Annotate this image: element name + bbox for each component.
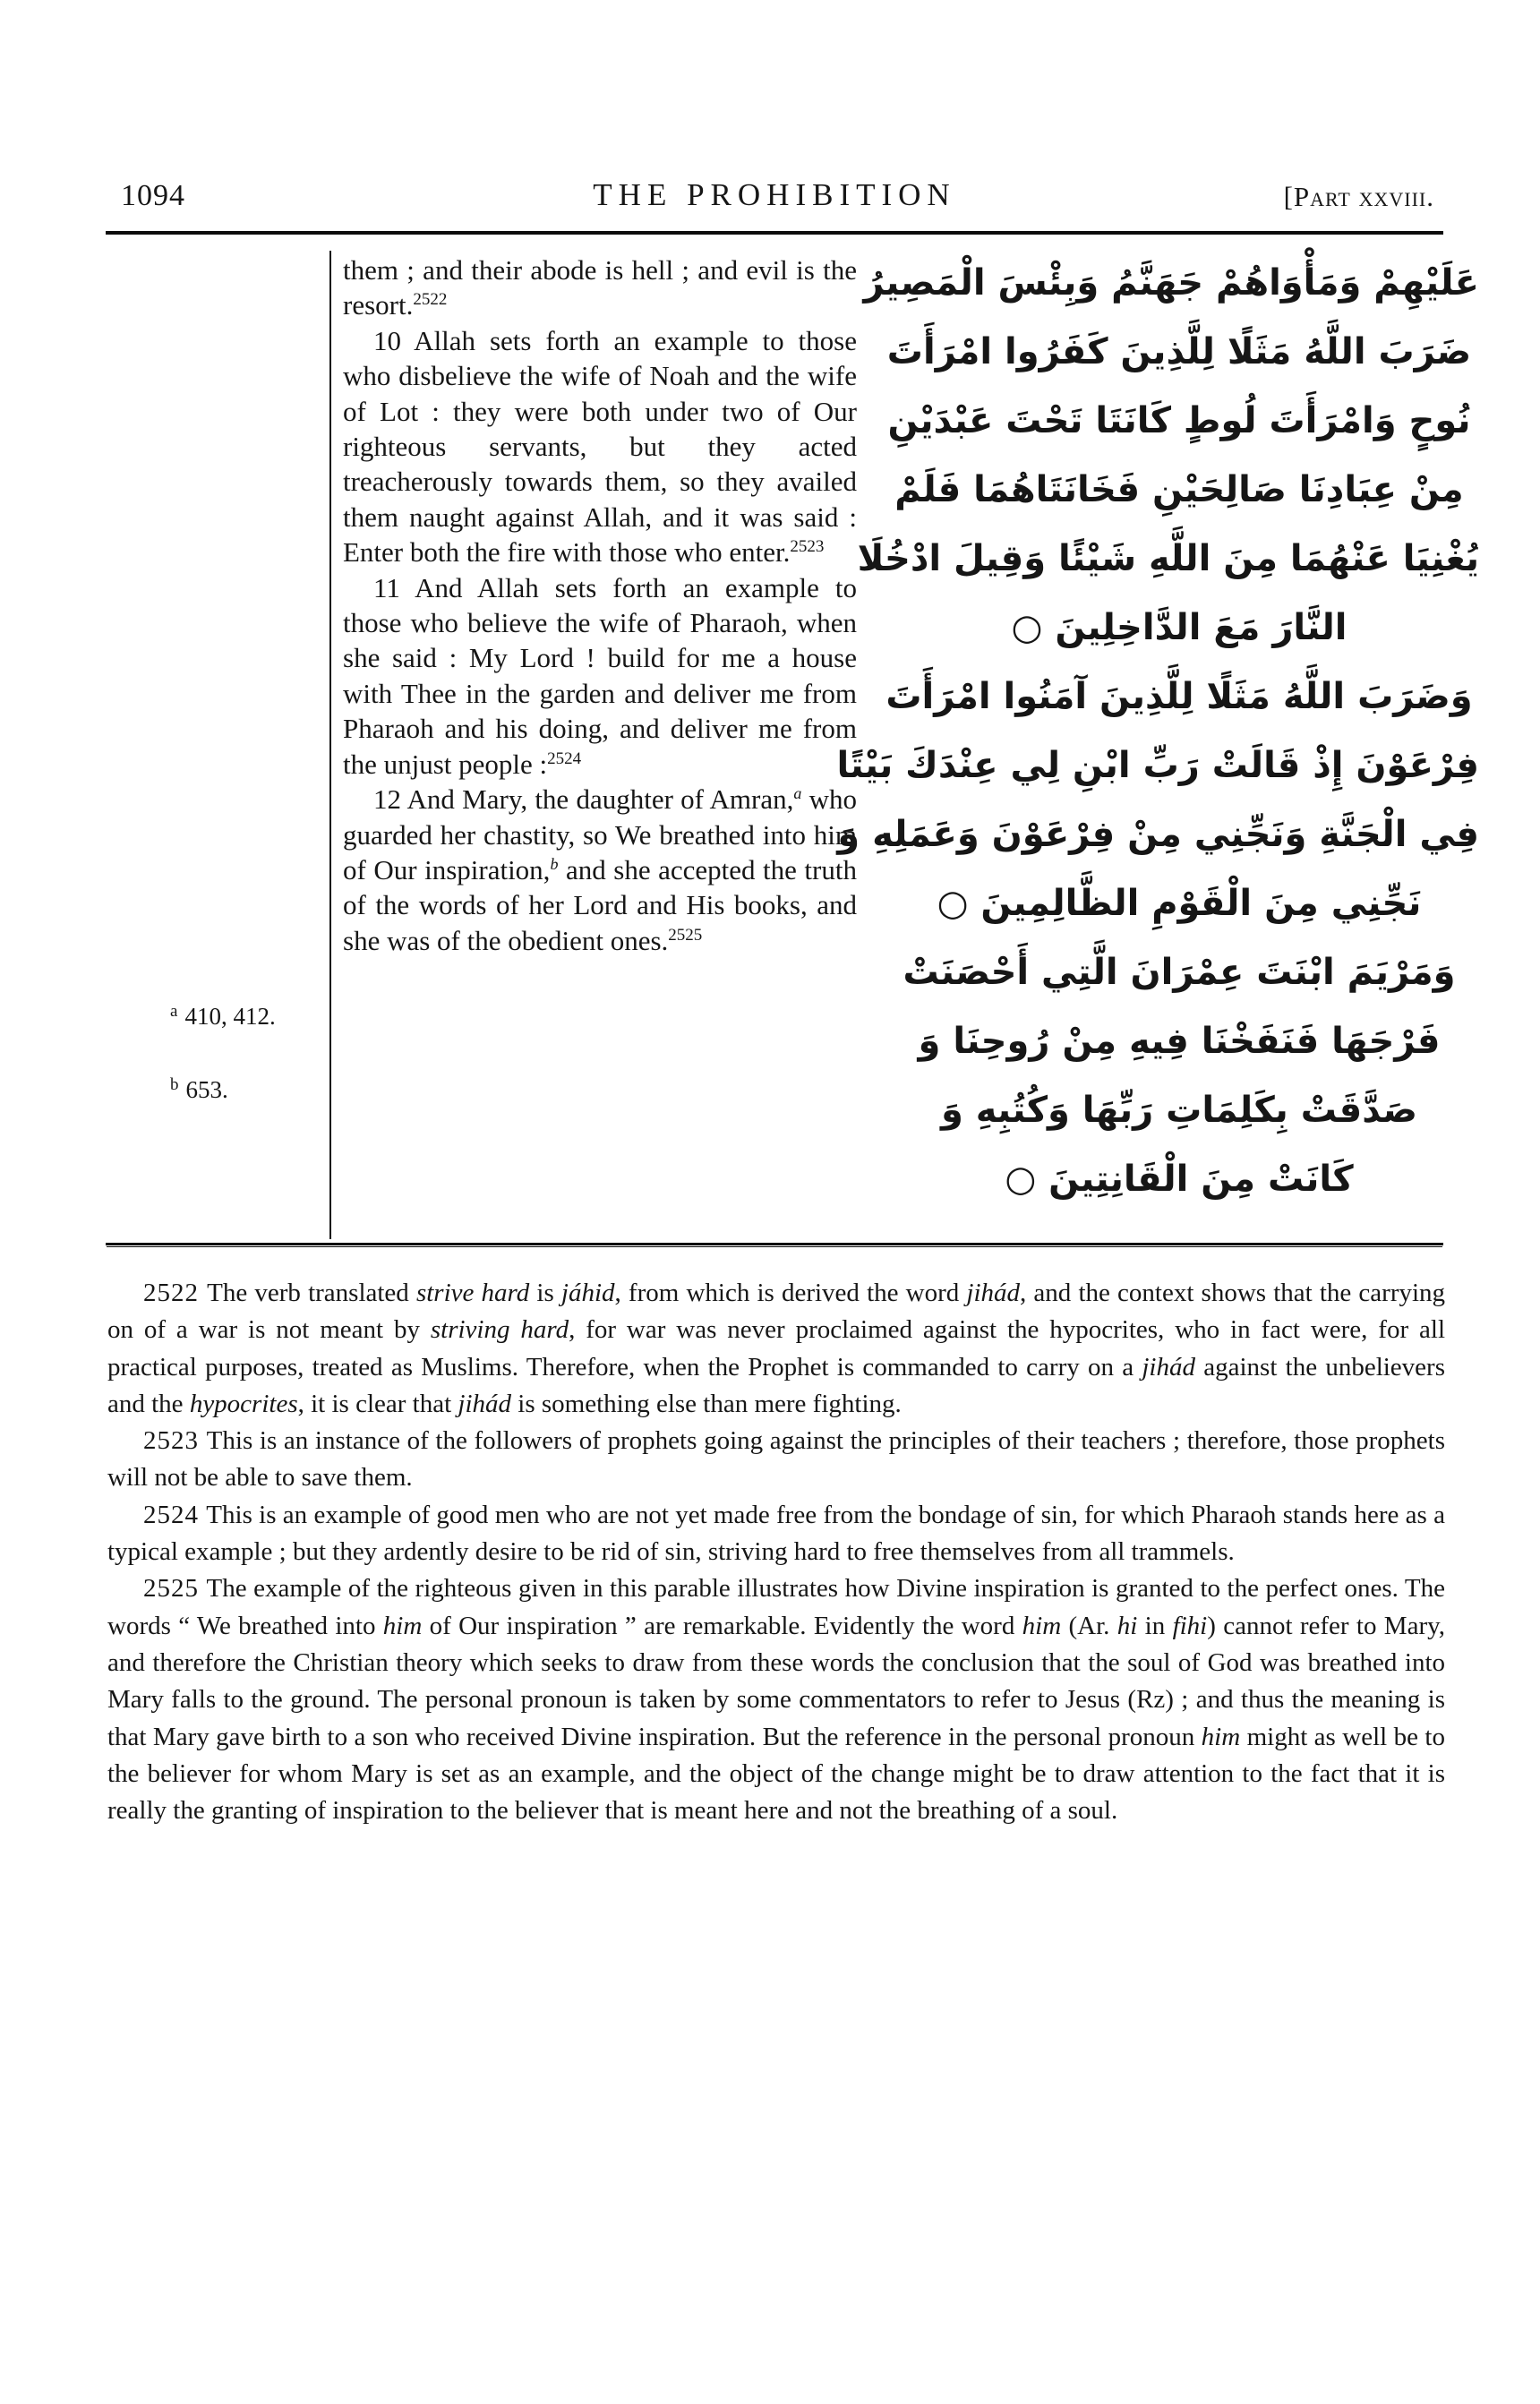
margin-note-letter: b [170, 1075, 179, 1094]
italic-term: jáhid [560, 1279, 615, 1307]
margin-note-b [170, 1076, 228, 1104]
verse-paragraph: 12 And Mary, the daughter of Amran,$^a$ who guarded her chastity, so We breathed into him of Our inspiration,$^b$ and she accepted the truth of the words of her Lord and His books, and she was of the obedient ones.$^{2525}$ [343, 783, 857, 956]
footnote-number: 2524 [143, 1500, 207, 1529]
verse-paragraph: them ; and their abode is hell ; and evil is the resort.$^{2522}$ [343, 254, 857, 321]
footnotes [107, 1275, 1445, 1829]
arabic-verse-line: مِنْ عِبَادِنَا صَالِحَيْنِ فَخَانَتَاهُمَا فَلَمْ [894, 469, 1464, 510]
footnote: 2522 The verb translated strive hard is jáhid, from which is derived the word jihád, and the context shows that the carrying on of a war is not meant by striving hard, for war was never proclaimed against the hypocrites, who in fact were, for all practical purposes, treated as Muslims. Therefore, when the Prophet is commanded to carry on a jihád against the unbelievers and the hypocrites, it is clear that jihád is something else than mere fighting. [107, 1279, 1446, 1418]
arabic-verse-line: يُغْنِيَا عَنْهُمَا مِنَ اللَّهِ شَيْئًا وَقِيلَ ادْخُلَا [857, 538, 1479, 579]
footnote-rule [106, 1243, 1443, 1245]
arabic-verse-line: فَرْجَهَا فَنَفَخْنَا فِيهِ مِنْ رُوحِنَا وَ [918, 1021, 1441, 1062]
footnote-ref: 2523 [790, 537, 825, 557]
footnote: 2524 This is an example of good men who are not yet made free from the bondage of sin, for which Pharaoh stands here as a typical example ; but they ardently desire to be rid of sin, striving hard to free themselves from all trammels. [107, 1500, 1445, 1567]
footnote-ref: a [793, 784, 802, 803]
footnote-number: 2525 [143, 1574, 207, 1604]
arabic-verse-line: نَجِّنِي مِنَ الْقَوْمِ الظَّالِمِينَ ○ [937, 883, 1422, 924]
footnote: 2523 This is an instance of the followers of prophets going against the principles of their teachers ; therefore, those prophets will not be able to save them. [107, 1426, 1445, 1493]
footnote-ref: 2525 [668, 925, 703, 945]
italic-term: him [1201, 1722, 1241, 1751]
italic-term: striving hard [430, 1315, 569, 1345]
footnote-number: 2523 [143, 1426, 207, 1456]
footnote: 2525 The example of the righteous given in this parable illustrates how Divine inspiration is granted to the perfect ones. The words “ We breathed into him of Our inspiration ” are remarkable. Evidently the word him (Ar. hi in fihi) cannot refer to Mary, and therefore the Christian theory which seeks to draw from these words the conclusion that the soul of God was breathed into Mary falls to the ground. The personal pronoun is taken by some commentators to refer to Jesus (Rz) ; and thus the meaning is that Mary gave birth to a son who received Divine inspiration. But the reference in the personal pronoun him might as well be to the believer for whom Mary is set as an example, and the object of the change might be to draw attention to the fact that it is really the granting of inspiration to the believer that is meant here and not the breathing of a soul. [107, 1574, 1445, 1826]
footnote-ref: 2522 [413, 290, 448, 310]
column-divider-rule [329, 251, 331, 1239]
page-title: THE PROHIBITION [593, 177, 956, 212]
arabic-verse-line: نُوحٍ وَامْرَأَتَ لُوطٍ كَانَتَا تَحْتَ عَبْدَيْنِ [887, 400, 1471, 441]
arabic-verse-line: كَانَتْ مِنَ الْقَانِتِينَ ○ [1005, 1159, 1354, 1200]
italic-term: fihi [1172, 1611, 1208, 1640]
arabic-verse-line: وَضَرَبَ اللَّهُ مَثَلًا لِلَّذِينَ آمَنُوا امْرَأَتَ [886, 676, 1473, 717]
margin-note-refs: 653. [185, 1076, 228, 1103]
header-rule [106, 231, 1443, 235]
verse-paragraph: 10 Allah sets forth an example to those who disbelieve the wife of Noah and the wife of Lot : they were both under two of Our righteous servants, but they acted treacherously towards them, so they availed them naught against Allah, and it was said : Enter both the fire with those who enter.$^{2523}$ [343, 324, 857, 569]
italic-term: jihád [1142, 1352, 1195, 1382]
italic-term: hi [1116, 1611, 1138, 1640]
italic-term: hypocrites [189, 1389, 298, 1418]
margin-note-a [170, 1003, 276, 1031]
arabic-verse-line: ضَرَبَ اللَّهُ مَثَلًا لِلَّذِينَ كَفَرُوا امْرَأَتَ [886, 331, 1472, 372]
footnote-ref: 2524 [547, 749, 582, 768]
part-label: [Part xxviii. [1283, 181, 1434, 212]
margin-note-letter: a [170, 1002, 178, 1021]
footnote-ref: b [550, 854, 559, 873]
arabic-verse-line: وَمَرْيَمَ ابْنَتَ عِمْرَانَ الَّتِي أَحْصَنَتْ [903, 952, 1456, 993]
arabic-verse-line: النَّارَ مَعَ الدَّاخِلِينَ ○ [1011, 607, 1348, 648]
verse-paragraph: 11 And Allah sets forth an example to those who believe the wife of Pharaoh, when she said : My Lord ! build for me a house with Thee in the garden and deliver me from Pharaoh and his doing, and deliver me from the unjust people :$^{2524}$ [343, 571, 857, 780]
page-number: 1094 [121, 179, 185, 212]
arabic-verse-line: صَدَّقَتْ بِكَلِمَاتِ رَبِّهَا وَكُتُبِهِ وَ [940, 1090, 1417, 1131]
verse-section [107, 249, 1479, 1241]
page-header [107, 175, 1442, 218]
italic-term: him [382, 1611, 423, 1640]
arabic-verse-line: فِي الْجَنَّةِ وَنَجِّنِي مِنْ فِرْعَوْنَ وَعَمَلِهِ وَ [837, 814, 1479, 855]
arabic-verses [836, 249, 1479, 1214]
margin-note-refs: 410, 412. [184, 1003, 276, 1030]
english-verses [343, 252, 857, 958]
italic-term: jihád [458, 1389, 512, 1418]
italic-term: strive hard [415, 1279, 530, 1307]
footnote-number: 2522 [143, 1279, 208, 1307]
arabic-verse-line: عَلَيْهِمْ وَمَأْوَاهُمْ جَهَنَّمُ وَبِئْسَ الْمَصِيرُ [863, 262, 1479, 304]
italic-term: jihád [966, 1279, 1021, 1307]
arabic-verse-line: فِرْعَوْنَ إِذْ قَالَتْ رَبِّ ابْنِ لِي عِنْدَكَ بَيْتًا [836, 745, 1479, 786]
italic-term: him [1022, 1611, 1062, 1640]
